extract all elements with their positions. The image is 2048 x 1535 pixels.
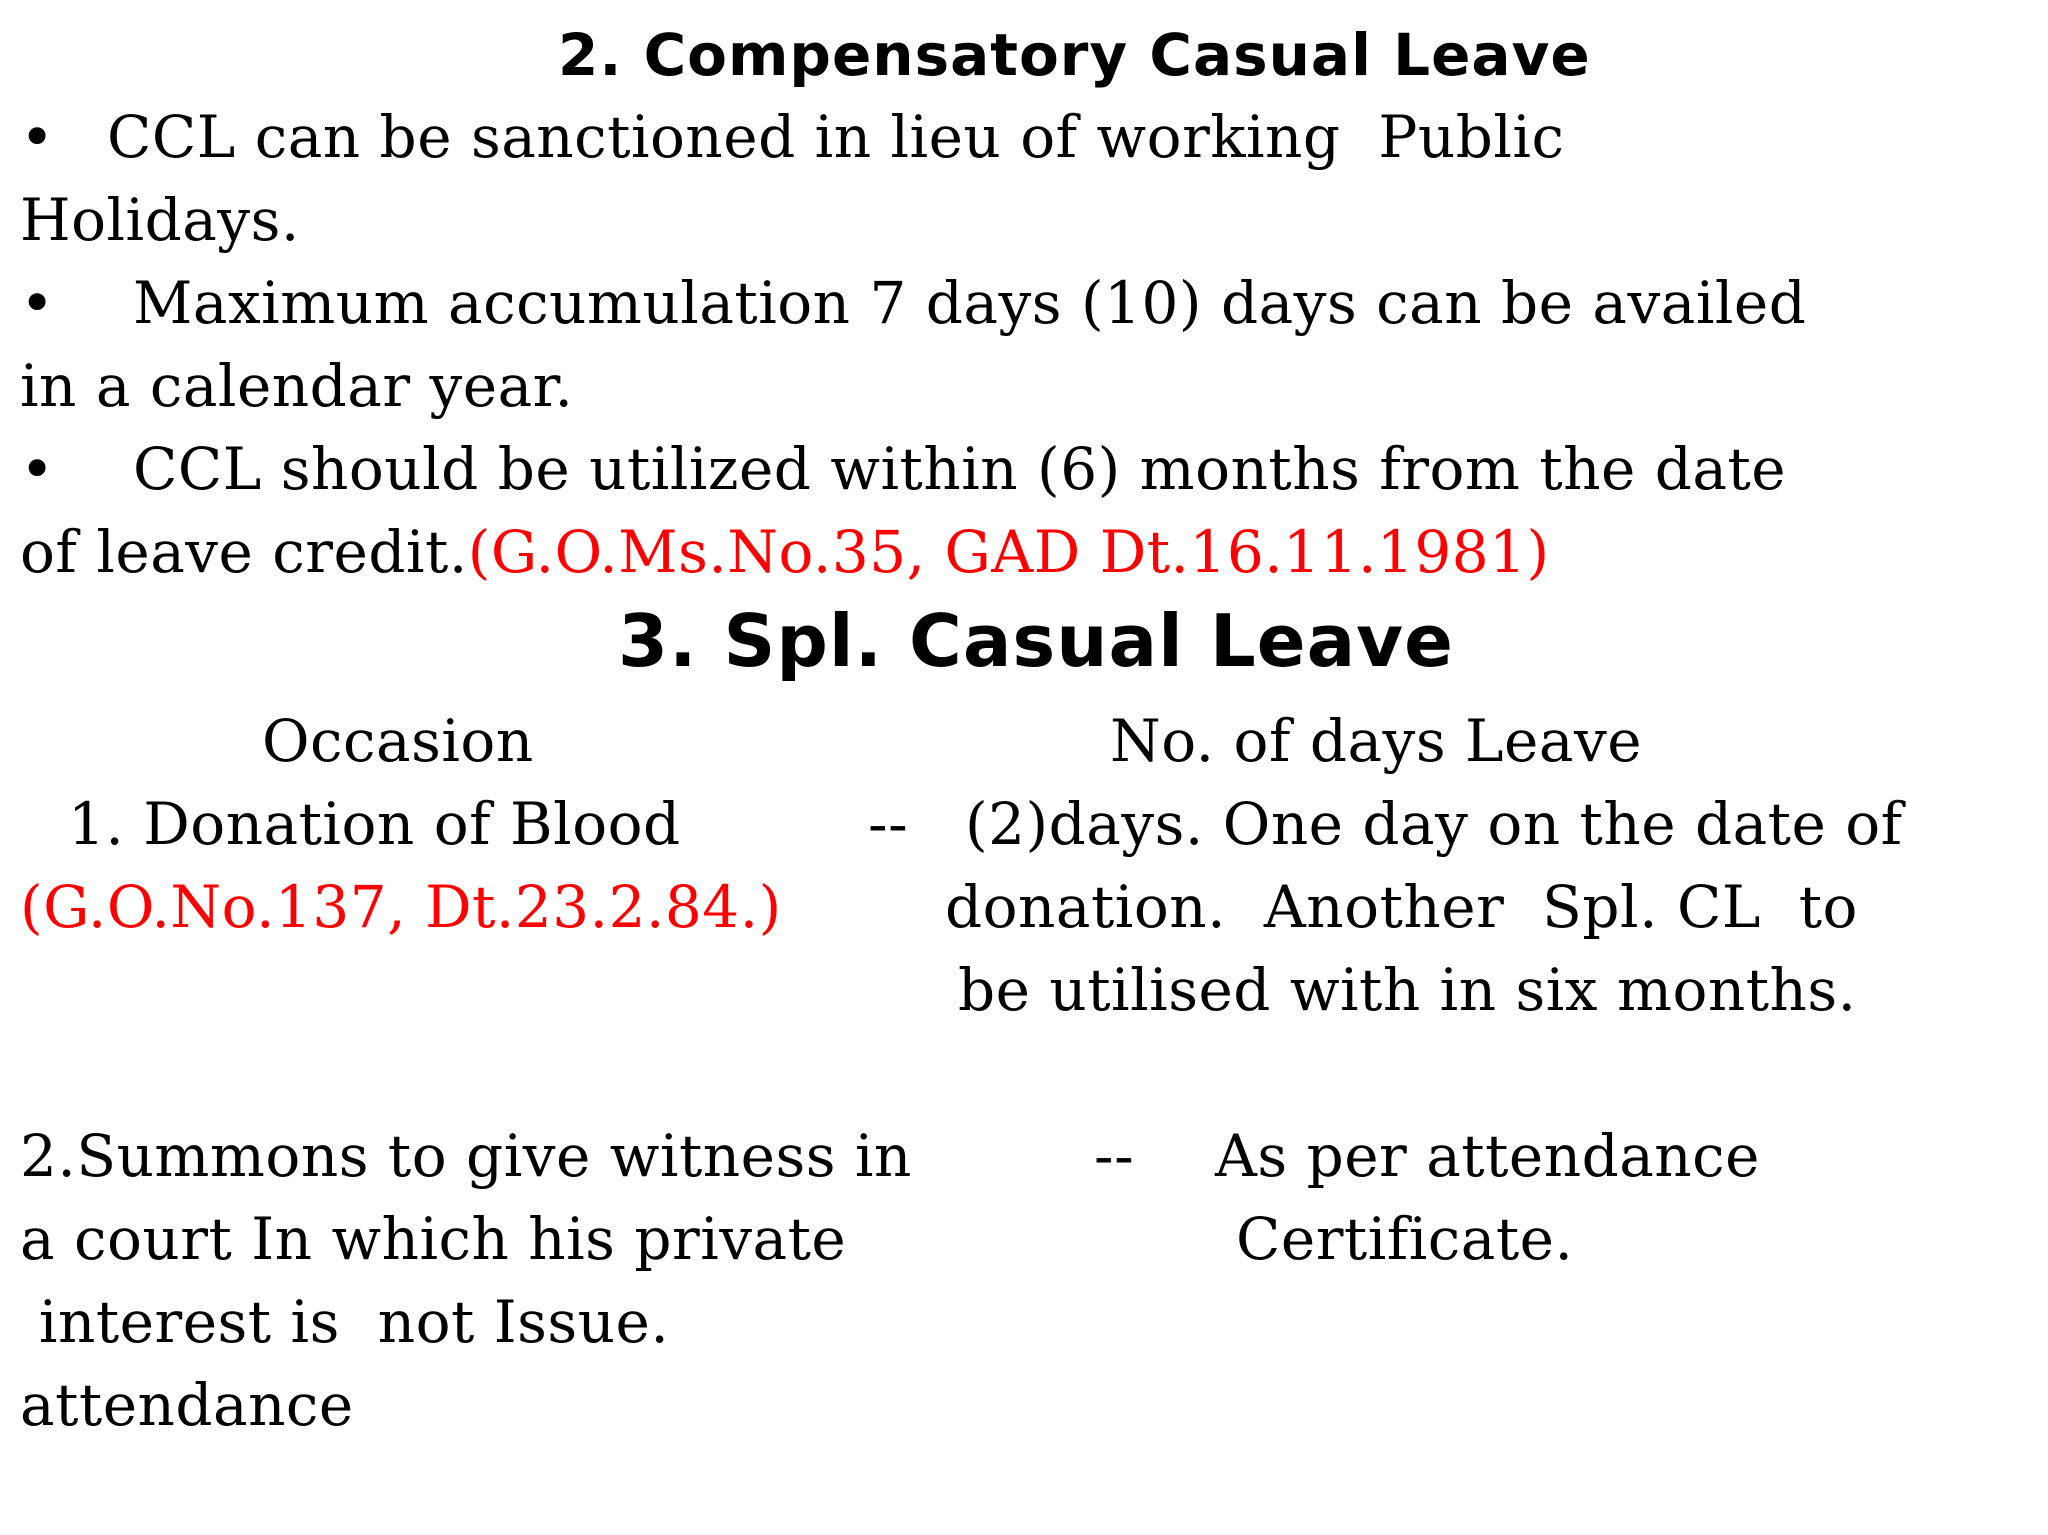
ccl-bullet-2-line-1: Maximum accumulation 7 days (10) days can be availed bbox=[133, 269, 1807, 337]
ccl-bullet-3-text: of leave credit. bbox=[20, 518, 468, 586]
ccl-bullet-2-line-2: in a calendar year. bbox=[20, 352, 574, 420]
ccl-bullet-1-line-2: Holidays. bbox=[20, 186, 300, 254]
section-3-title: 3. Spl. Casual Leave bbox=[618, 599, 1454, 683]
item-2-line-3: interest is not Issue. bbox=[20, 1288, 670, 1356]
item-1-days-line-3: be utilised with in six months. bbox=[958, 956, 1857, 1024]
item-2-dash: -- bbox=[1094, 1122, 1135, 1190]
go-reference-ccl: (G.O.Ms.No.35, GAD Dt.16.11.1981) bbox=[467, 518, 1550, 586]
ccl-bullet-1-line-1: CCL can be sanctioned in lieu of working Public bbox=[107, 103, 1565, 171]
go-reference-blood: (G.O.No.137, Dt.23.2.84.) bbox=[20, 873, 782, 941]
item-2-line-2: a court In which his private bbox=[20, 1205, 847, 1273]
section-2-title: 2. Compensatory Casual Leave bbox=[558, 21, 1591, 89]
bullet-3: • bbox=[20, 435, 55, 503]
bullet-1: • bbox=[20, 103, 55, 171]
ccl-bullet-3-line-1: CCL should be utilized within (6) months from the date bbox=[133, 435, 1787, 503]
item-1-days-line-2: donation. Another Spl. CL to bbox=[945, 873, 1858, 941]
column-header-occasion: Occasion bbox=[262, 707, 534, 775]
item-1-dash: -- bbox=[868, 790, 909, 858]
item-1-days-line-1: (2)days. One day on the date of bbox=[965, 790, 1903, 858]
item-2-days-line-1: As per attendance bbox=[1215, 1122, 1760, 1190]
item-2-days-line-2: Certificate. bbox=[1236, 1205, 1574, 1273]
ccl-bullet-3-line-2 bbox=[20, 518, 1550, 586]
item-2-line-4: attendance bbox=[20, 1371, 354, 1439]
bullet-2: • bbox=[20, 269, 55, 337]
item-2-line-1: 2.Summons to give witness in bbox=[20, 1122, 912, 1190]
column-header-days: No. of days Leave bbox=[1110, 707, 1643, 775]
item-1-occasion: 1. Donation of Blood bbox=[68, 790, 681, 858]
